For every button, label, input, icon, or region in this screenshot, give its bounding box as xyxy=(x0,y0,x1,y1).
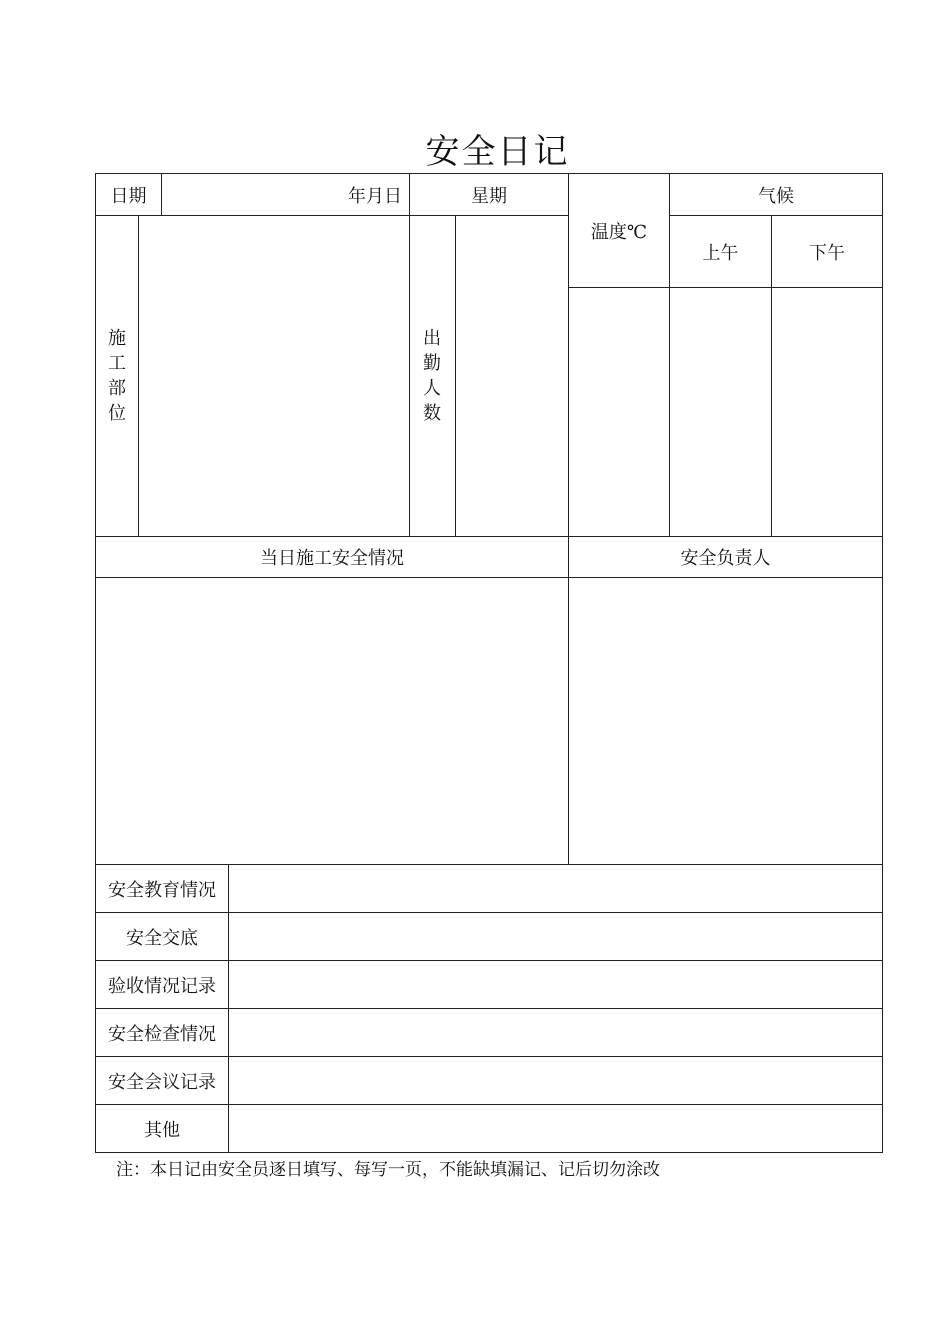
morning-label: 上午 xyxy=(702,242,739,264)
page-title: 安全日记 xyxy=(425,132,570,172)
construction-part-label: 施 工 部 位 xyxy=(108,328,126,424)
daily-safety-heading: 当日施工安全情况 xyxy=(260,548,404,569)
week-label: 星期 xyxy=(471,185,507,207)
row-label: 安全检查情况 xyxy=(108,1023,216,1045)
row-label: 其他 xyxy=(144,1119,180,1141)
date-value: 年月日 xyxy=(348,185,402,207)
date-label: 日期 xyxy=(110,185,147,207)
safety-leader-heading: 安全负责人 xyxy=(680,548,771,569)
row-label: 安全教育情况 xyxy=(108,879,216,901)
row-label: 安全交底 xyxy=(126,927,198,949)
climate-label: 气候 xyxy=(758,185,794,207)
footer-note: 注：本日记由安全员逐日填写、每写一页，不能缺填漏记、记后切勿涂改 xyxy=(116,1160,660,1180)
temperature-label: 温度℃ xyxy=(590,221,648,243)
attendance-label: 出 勤 人 数 xyxy=(423,328,441,424)
row-label: 安全会议记录 xyxy=(108,1071,216,1093)
afternoon-label: 下午 xyxy=(809,242,845,264)
row-label: 验收情况记录 xyxy=(108,975,216,997)
